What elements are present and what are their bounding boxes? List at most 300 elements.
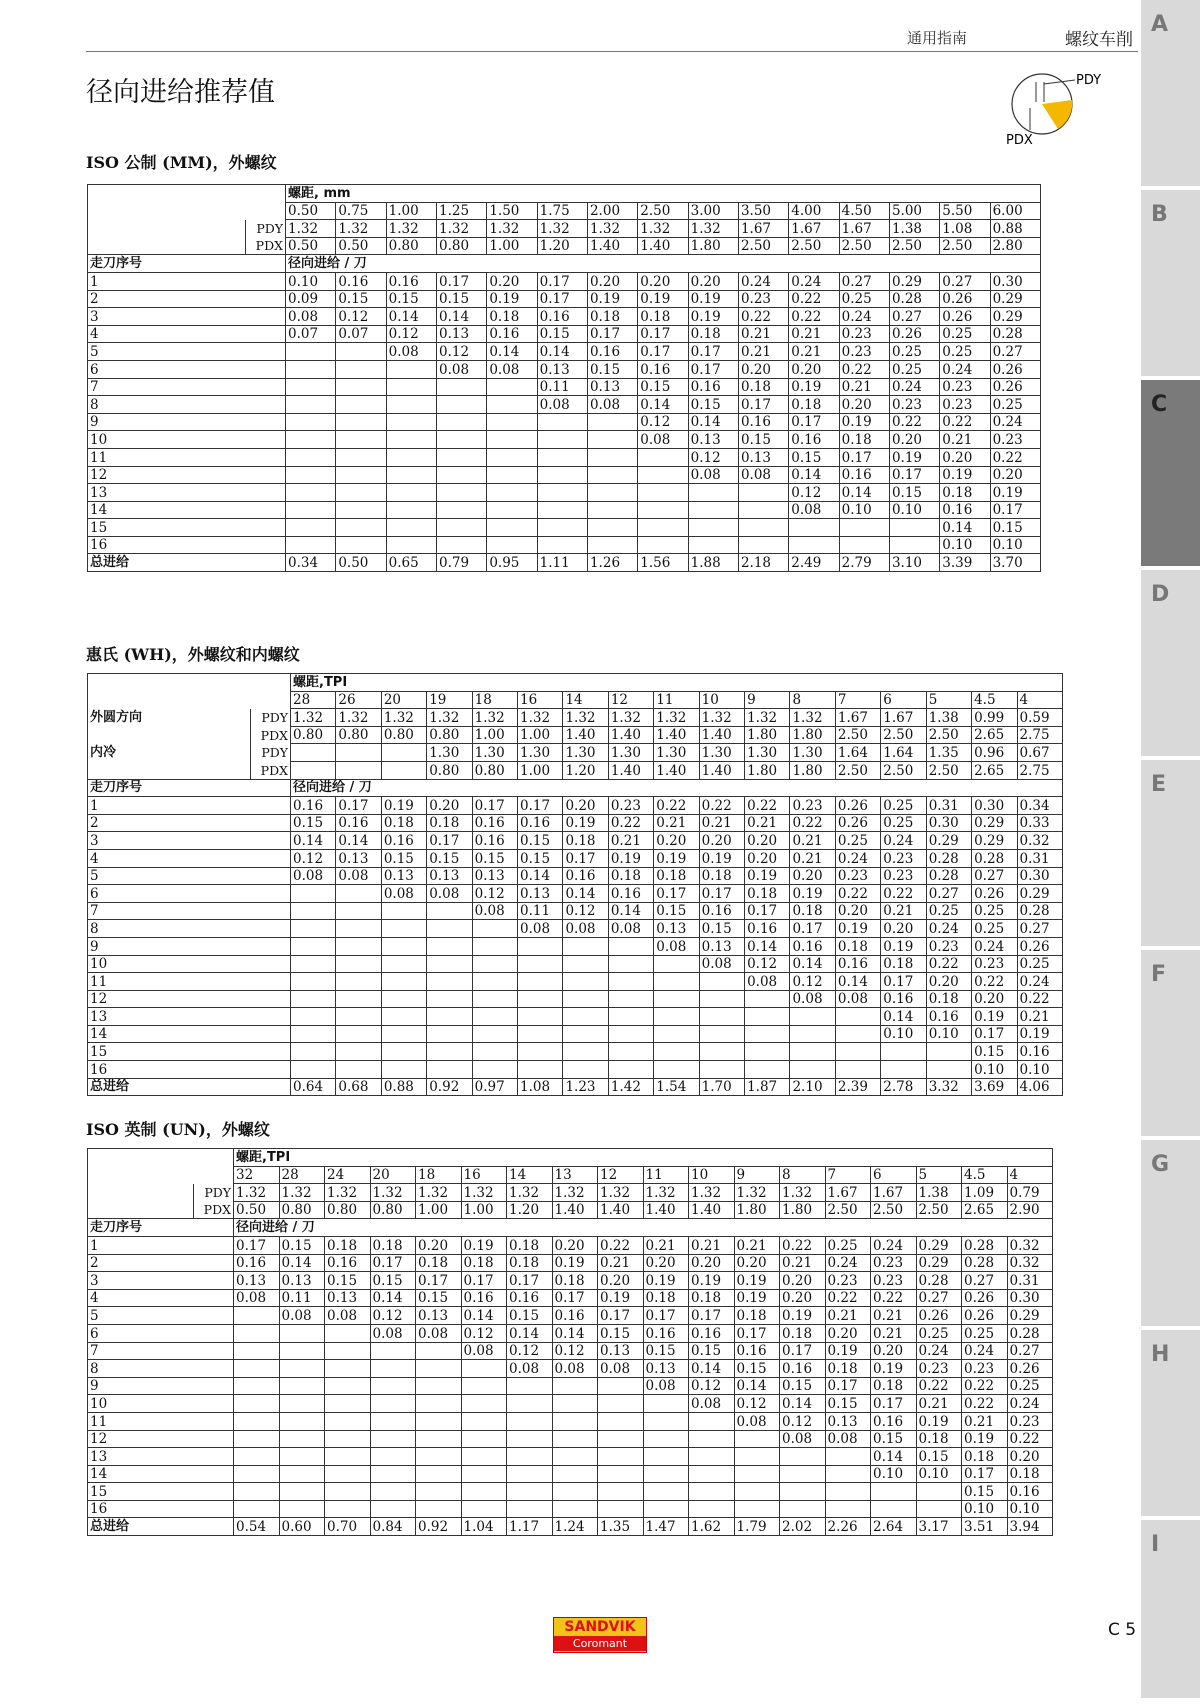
total-value: 0.92	[427, 1078, 472, 1096]
pitch-value: 24	[325, 1166, 371, 1184]
pdy-value: 1.30	[427, 744, 472, 762]
pdy-value: 1.32	[325, 1184, 371, 1202]
total-value: 1.26	[587, 554, 637, 572]
pitch-value: 4.5	[972, 691, 1017, 709]
feed-value: 0.16	[643, 1324, 689, 1342]
feed-value: 0.24	[962, 1342, 1008, 1360]
feed-value: 0.29	[972, 832, 1017, 850]
feed-value	[416, 1360, 462, 1378]
feed-value: 0.25	[940, 343, 990, 361]
feed-value	[370, 1342, 416, 1360]
pdx-value: 0.80	[370, 1201, 416, 1219]
feed-value	[381, 1043, 426, 1061]
pdx-value: 0.80	[291, 726, 336, 744]
feed-value: 0.32	[1007, 1254, 1053, 1272]
pass-row	[88, 308, 1041, 326]
feed-value	[688, 536, 738, 554]
feed-value	[563, 1025, 608, 1043]
feed-value	[518, 973, 563, 991]
feed-value	[286, 396, 336, 414]
feed-value	[654, 973, 699, 991]
feed-value	[291, 1061, 336, 1079]
feed-value: 0.19	[688, 290, 738, 308]
pdy-value: 1.32	[436, 220, 486, 238]
pdx-value: 1.40	[654, 761, 699, 779]
feed-value	[537, 448, 587, 466]
feed-value	[537, 484, 587, 502]
feed-value: 0.08	[381, 885, 426, 903]
feed-value: 0.25	[881, 797, 926, 815]
pass-number: 6	[88, 360, 286, 378]
feed-value	[291, 920, 336, 938]
feed-value: 0.30	[926, 814, 971, 832]
feed-value: 0.19	[839, 413, 889, 431]
feed-value: 0.32	[1017, 832, 1063, 850]
chapter-tab-e[interactable]	[1141, 760, 1200, 946]
pdy-value: 1.32	[734, 1184, 780, 1202]
feed-value: 0.08	[738, 466, 788, 484]
feed-value: 0.08	[234, 1289, 280, 1307]
feed-value: 0.16	[881, 990, 926, 1008]
feed-value	[487, 448, 537, 466]
feed-value	[472, 1025, 517, 1043]
feed-value: 0.22	[871, 1289, 917, 1307]
pass-row	[88, 448, 1041, 466]
feed-value	[563, 1043, 608, 1061]
feed-value: 0.20	[734, 1254, 780, 1272]
feed-value: 0.24	[889, 378, 939, 396]
feed-value	[587, 501, 637, 519]
feed-value: 0.14	[507, 1324, 553, 1342]
feed-value	[386, 466, 436, 484]
feed-value	[336, 885, 381, 903]
feed-value: 0.23	[940, 396, 990, 414]
feed-value: 0.12	[689, 1377, 735, 1395]
feed-value: 0.10	[940, 536, 990, 554]
feed-value: 0.27	[972, 867, 1017, 885]
feed-value	[381, 973, 426, 991]
pdx-value: 1.40	[552, 1201, 598, 1219]
pass-row	[88, 1236, 1053, 1254]
feed-value	[738, 519, 788, 537]
feed-value	[279, 1412, 325, 1430]
feed-value	[780, 1500, 826, 1518]
feed-value	[436, 378, 486, 396]
pdx-value: 2.50	[839, 237, 889, 255]
feed-value: 0.16	[291, 797, 336, 815]
pitch-value: 11	[643, 1166, 689, 1184]
feed-value: 0.17	[507, 1272, 553, 1290]
feed-value: 0.13	[587, 378, 637, 396]
feed-value: 0.28	[1007, 1324, 1053, 1342]
feed-value	[587, 448, 637, 466]
feed-value: 0.20	[972, 990, 1017, 1008]
feed-value: 0.15	[738, 431, 788, 449]
feed-value	[487, 484, 537, 502]
feed-value	[325, 1448, 371, 1466]
pass-number: 8	[88, 920, 291, 938]
pdy-value: 1.32	[286, 220, 336, 238]
feed-value: 0.25	[990, 396, 1040, 414]
feed-value: 0.15	[518, 849, 563, 867]
feed-value: 0.13	[336, 849, 381, 867]
feed-value	[461, 1500, 507, 1518]
feed-value	[587, 536, 637, 554]
feed-value: 0.23	[825, 1272, 871, 1290]
pdx-label: PDX	[194, 1201, 234, 1219]
pitch-value: 7	[825, 1166, 871, 1184]
table-blank	[88, 1166, 234, 1184]
feed-value	[381, 1025, 426, 1043]
pdy-value: 1.32	[598, 1184, 644, 1202]
feed-value: 0.12	[291, 849, 336, 867]
feed-value	[537, 413, 587, 431]
pdy-value: 1.32	[537, 220, 587, 238]
pass-row	[88, 1500, 1053, 1518]
feed-value: 0.09	[286, 290, 336, 308]
feed-value: 0.08	[325, 1307, 371, 1325]
chapter-tab-d[interactable]	[1141, 570, 1200, 756]
feed-value: 0.28	[926, 849, 971, 867]
feed-value: 0.15	[381, 849, 426, 867]
feed-value	[654, 990, 699, 1008]
feed-value: 0.16	[789, 431, 839, 449]
feed-value: 0.29	[1007, 1307, 1053, 1325]
feed-value: 0.17	[881, 973, 926, 991]
pdx-value: 2.50	[789, 237, 839, 255]
feed-value	[416, 1483, 462, 1501]
chapter-tab-f[interactable]	[1141, 950, 1200, 1136]
feed-value: 0.12	[734, 1395, 780, 1413]
feed-value: 0.22	[835, 885, 880, 903]
pass-row	[88, 290, 1041, 308]
feed-value: 0.13	[436, 325, 486, 343]
chapter-tab-c[interactable]	[1141, 380, 1200, 566]
feed-value	[291, 990, 336, 1008]
feed-value: 0.25	[940, 325, 990, 343]
feed-value	[234, 1483, 280, 1501]
feed-value: 0.22	[598, 1236, 644, 1254]
feed-value	[472, 1061, 517, 1079]
feed-value	[234, 1465, 280, 1483]
pdy-value: 1.32	[487, 220, 537, 238]
feed-value	[336, 902, 381, 920]
feed-value: 0.21	[689, 1236, 735, 1254]
feed-value	[427, 1061, 472, 1079]
feed-value: 0.18	[507, 1236, 553, 1254]
feed-value	[790, 1025, 835, 1043]
feed-value: 0.17	[738, 396, 788, 414]
pass-row	[88, 973, 1063, 991]
feed-value	[638, 519, 688, 537]
pdx-value: 1.40	[587, 237, 637, 255]
feed-value: 0.22	[745, 797, 790, 815]
feed-value	[381, 937, 426, 955]
feed-value	[279, 1448, 325, 1466]
feed-value	[688, 501, 738, 519]
feed-value	[279, 1465, 325, 1483]
feed-value	[825, 1500, 871, 1518]
feed-value	[654, 1008, 699, 1026]
feed-value: 0.14	[563, 885, 608, 903]
feed-value	[291, 955, 336, 973]
feed-value: 0.20	[598, 1272, 644, 1290]
pdx-value: 1.80	[688, 237, 738, 255]
chapter-tab-h[interactable]	[1141, 1330, 1200, 1516]
total-value: 0.65	[386, 554, 436, 572]
feed-value	[835, 1025, 880, 1043]
feed-value: 0.14	[790, 955, 835, 973]
feed-value: 0.18	[552, 1272, 598, 1290]
pass-row	[88, 1254, 1053, 1272]
feed-value: 0.28	[962, 1236, 1008, 1254]
chapter-tab-g[interactable]	[1141, 1140, 1200, 1326]
table-caption-metric: ISO 公制 (MM)，外螺纹	[86, 153, 277, 172]
feed-value	[507, 1395, 553, 1413]
feed-value: 0.20	[427, 797, 472, 815]
feed-value	[286, 448, 336, 466]
section-header-row	[88, 779, 1063, 797]
feed-value	[518, 990, 563, 1008]
pitch-value: 16	[461, 1166, 507, 1184]
pitch-value: 20	[381, 691, 426, 709]
feed-value	[336, 990, 381, 1008]
feed-value	[552, 1483, 598, 1501]
chapter-tab-label: F	[1151, 962, 1167, 987]
feed-value	[563, 990, 608, 1008]
feed-value: 0.16	[839, 466, 889, 484]
feed-value	[370, 1395, 416, 1413]
pitch-value: 8	[790, 691, 835, 709]
feed-value: 0.25	[881, 814, 926, 832]
feed-value: 0.18	[926, 990, 971, 1008]
feed-value	[518, 1008, 563, 1026]
pass-number: 11	[88, 1412, 234, 1430]
pdy-value: 1.67	[738, 220, 788, 238]
feed-value: 0.15	[518, 832, 563, 850]
feed-value	[336, 1061, 381, 1079]
pass-number-header: 走刀序号	[88, 255, 286, 273]
total-value: 0.95	[487, 554, 537, 572]
feed-value: 0.18	[461, 1254, 507, 1272]
pdx-value: 1.40	[699, 761, 744, 779]
pitch-value: 4.5	[962, 1166, 1008, 1184]
feed-value: 0.15	[972, 1043, 1017, 1061]
feed-value: 0.15	[962, 1483, 1008, 1501]
feed-value: 0.13	[234, 1272, 280, 1290]
pdy-value: 1.38	[916, 1184, 962, 1202]
feed-value: 0.16	[608, 885, 653, 903]
total-value: 2.64	[871, 1518, 917, 1536]
feed-value: 0.16	[587, 343, 637, 361]
feed-value	[416, 1430, 462, 1448]
feed-value: 0.23	[916, 1360, 962, 1378]
feed-value: 0.08	[286, 308, 336, 326]
pitch-value: 4	[1017, 691, 1063, 709]
feed-value	[608, 937, 653, 955]
feed-value: 0.08	[780, 1430, 826, 1448]
pdx-label: PDX	[246, 237, 286, 255]
feed-value: 0.08	[638, 431, 688, 449]
feed-value	[436, 519, 486, 537]
feed-value: 0.30	[1007, 1289, 1053, 1307]
feed-value	[780, 1448, 826, 1466]
feed-value	[416, 1448, 462, 1466]
pass-number: 3	[88, 308, 286, 326]
total-value: 1.79	[734, 1518, 780, 1536]
feed-value: 0.19	[889, 448, 939, 466]
feed-value: 0.18	[790, 902, 835, 920]
total-value: 0.68	[336, 1078, 381, 1096]
feed-value: 0.08	[472, 902, 517, 920]
feed-value	[370, 1465, 416, 1483]
feed-value: 0.19	[699, 849, 744, 867]
feed-value: 0.07	[286, 325, 336, 343]
total-value: 2.78	[881, 1078, 926, 1096]
feed-value: 0.15	[780, 1377, 826, 1395]
feed-value	[291, 937, 336, 955]
feed-value: 0.26	[916, 1307, 962, 1325]
feed-value: 0.17	[889, 466, 939, 484]
feed-value: 0.13	[738, 448, 788, 466]
feed-value: 0.17	[427, 832, 472, 850]
feed-value	[598, 1395, 644, 1413]
pass-row	[88, 920, 1063, 938]
feed-value	[436, 448, 486, 466]
feed-value	[598, 1430, 644, 1448]
pass-number: 12	[88, 990, 291, 1008]
feed-value: 0.16	[461, 1289, 507, 1307]
feed-value: 0.10	[926, 1025, 971, 1043]
feed-value: 0.08	[745, 973, 790, 991]
feed-value: 0.24	[1017, 973, 1063, 991]
feed-value	[291, 1008, 336, 1026]
feed-value	[291, 1025, 336, 1043]
feed-value	[336, 343, 386, 361]
total-value: 3.70	[990, 554, 1040, 572]
feed-value	[789, 536, 839, 554]
feed-value: 0.23	[608, 797, 653, 815]
feed-value: 0.19	[688, 308, 738, 326]
feed-value: 0.21	[789, 343, 839, 361]
feed-value	[279, 1377, 325, 1395]
feed-value: 0.15	[889, 484, 939, 502]
feed-value	[638, 448, 688, 466]
chapter-tab-b[interactable]	[1141, 190, 1200, 376]
feed-value: 0.24	[972, 937, 1017, 955]
feed-value: 0.22	[839, 360, 889, 378]
chapter-tab-a[interactable]	[1141, 0, 1200, 186]
feed-value: 0.24	[839, 308, 889, 326]
feed-value: 0.19	[587, 290, 637, 308]
feed-value: 0.15	[386, 290, 436, 308]
feed-value: 0.25	[839, 290, 889, 308]
feed-value	[552, 1412, 598, 1430]
feed-value: 0.17	[587, 325, 637, 343]
feed-value: 0.21	[738, 325, 788, 343]
pitch-value: 2.00	[587, 202, 637, 220]
pdy-value: 1.30	[790, 744, 835, 762]
pdx-value: 1.80	[745, 726, 790, 744]
pass-number-header: 走刀序号	[88, 779, 291, 797]
pass-row	[88, 519, 1041, 537]
feed-value: 0.18	[325, 1236, 371, 1254]
feed-value	[336, 360, 386, 378]
pdx-value: 2.50	[926, 726, 971, 744]
feed-value	[699, 973, 744, 991]
feed-value	[598, 1500, 644, 1518]
feed-value: 0.15	[825, 1395, 871, 1413]
feed-value	[638, 466, 688, 484]
feed-value: 0.17	[537, 290, 587, 308]
feed-value: 0.08	[370, 1324, 416, 1342]
pitch-value: 18	[416, 1166, 462, 1184]
total-value: 0.64	[291, 1078, 336, 1096]
table-blank	[88, 202, 286, 220]
feed-value	[608, 955, 653, 973]
pass-row	[88, 484, 1041, 502]
feed-value: 0.08	[643, 1377, 689, 1395]
pdy-value: 1.38	[926, 709, 971, 727]
feed-value: 0.17	[745, 902, 790, 920]
feed-value: 0.13	[279, 1272, 325, 1290]
pdx-value	[381, 761, 426, 779]
pdx-value: 1.00	[487, 237, 537, 255]
feed-value	[643, 1448, 689, 1466]
feed-value: 0.25	[916, 1324, 962, 1342]
pass-number: 5	[88, 343, 286, 361]
total-value: 0.60	[279, 1518, 325, 1536]
total-label: 总进给	[88, 1078, 291, 1096]
feed-value: 0.14	[871, 1448, 917, 1466]
feed-value	[507, 1465, 553, 1483]
pitch-value: 10	[699, 691, 744, 709]
feed-value: 0.20	[552, 1236, 598, 1254]
feed-value: 0.10	[962, 1500, 1008, 1518]
table-corner	[88, 185, 286, 203]
feed-value: 0.13	[381, 867, 426, 885]
feed-value: 0.15	[638, 378, 688, 396]
feed-value: 0.23	[1007, 1412, 1053, 1430]
feed-value: 0.26	[972, 885, 1017, 903]
feed-value	[286, 466, 336, 484]
feed-value: 0.26	[835, 797, 880, 815]
pdy-value: 1.30	[745, 744, 790, 762]
pitch-value: 6	[871, 1166, 917, 1184]
feed-value: 0.25	[972, 920, 1017, 938]
feed-value	[336, 431, 386, 449]
feed-value: 0.16	[926, 1008, 971, 1026]
pdy-value: 1.35	[926, 744, 971, 762]
feed-value: 0.12	[790, 973, 835, 991]
feed-value	[286, 501, 336, 519]
thread-infeed-diagram	[1000, 72, 1140, 147]
feed-value	[234, 1342, 280, 1360]
feed-value: 0.13	[688, 431, 738, 449]
feed-value: 0.19	[789, 378, 839, 396]
total-value: 1.56	[638, 554, 688, 572]
feed-value: 0.17	[416, 1272, 462, 1290]
pass-number: 4	[88, 325, 286, 343]
feed-value: 0.16	[234, 1254, 280, 1272]
feed-value: 0.19	[871, 1360, 917, 1378]
feed-value: 0.08	[507, 1360, 553, 1378]
feed-value: 0.12	[780, 1412, 826, 1430]
feed-value	[734, 1483, 780, 1501]
feed-value: 0.23	[940, 378, 990, 396]
chapter-tab-i[interactable]	[1141, 1520, 1200, 1706]
feed-value: 0.28	[889, 290, 939, 308]
